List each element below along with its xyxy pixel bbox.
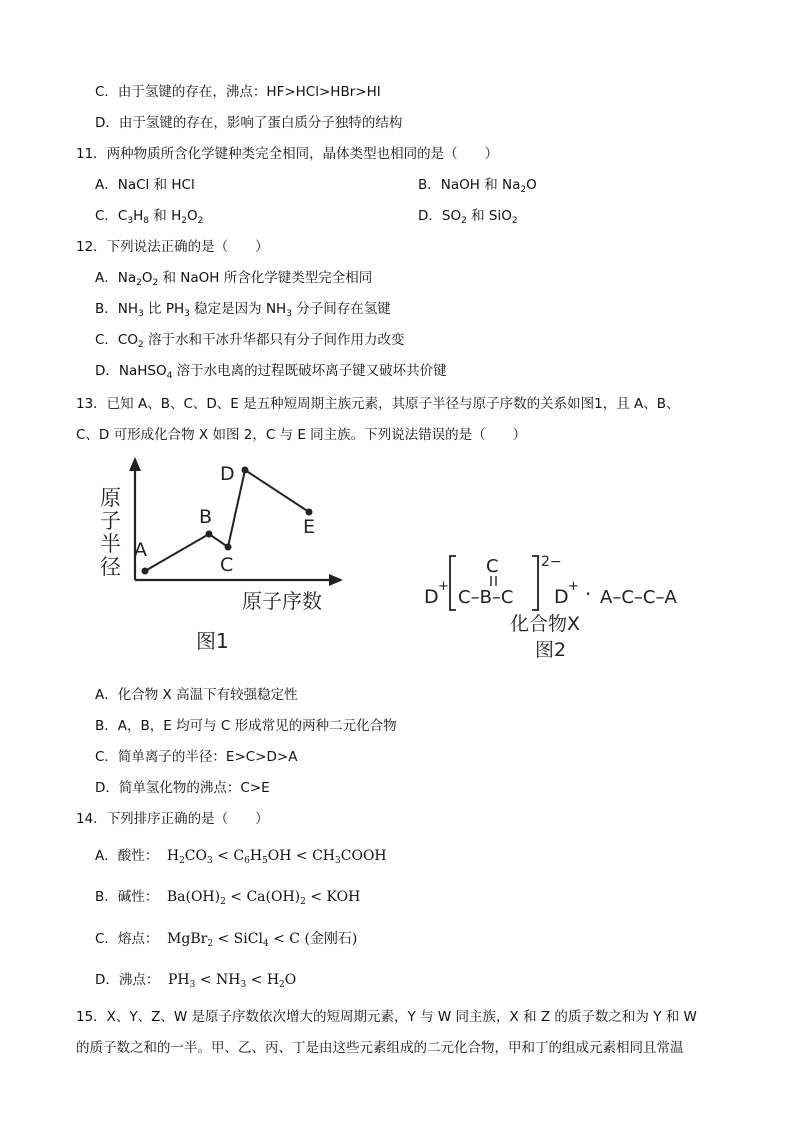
y-label-char: 子 xyxy=(100,509,121,533)
q13-option-a: A．化合物 X 高温下有较强稳定性 xyxy=(95,687,298,703)
q12-option-a: A．$Na_2O_2$ 和 NaOH 所含化学键类型完全相同 xyxy=(95,270,373,288)
left-bracket xyxy=(450,556,456,610)
plus-sign-right: + xyxy=(568,579,579,594)
q11-option-a: A．NaCl 和 HCl xyxy=(95,177,195,193)
q10-option-c: C．由于氢键的存在，沸点：HF>HCl>HBr>HI xyxy=(95,84,381,100)
point-e xyxy=(306,509,313,516)
anion-chain: C–B–C xyxy=(458,587,514,608)
q14-stem: 14．下列排序正确的是（ ） xyxy=(76,811,269,827)
q13-option-c: C．简单离子的半径：E>C>D>A xyxy=(95,749,298,765)
q14-option-d: D．沸点： $PH_3 < NH_3 < H_2O$ xyxy=(95,972,297,990)
y-label-char: 半 xyxy=(100,532,121,556)
figure-1 xyxy=(95,455,355,655)
d-ion-left: D xyxy=(424,586,439,608)
label-b: B xyxy=(199,506,213,528)
q13-option-b: B．A，B，E 均可与 C 形成常见的两种二元化合物 xyxy=(95,718,397,734)
q15-stem-line1: 15．X、Y、Z、W 是原子序数依次增大的短周期元素，Y 与 W 同主族，X 和 Z 的质子数之和为 Y 和 W xyxy=(76,1009,697,1025)
label-c: C xyxy=(220,554,234,576)
q11-option-b: B．NaOH 和 $Na_2O$ xyxy=(418,177,537,195)
top-atom: C xyxy=(486,556,499,577)
y-axis-arrow xyxy=(129,457,141,471)
point-b xyxy=(206,531,213,538)
q11-option-d: D．$SO_2$ 和 SiO$_2$ xyxy=(418,208,518,226)
q13-stem-line2: C、D 可形成化合物 X 如图 2，C 与 E 同主族。下列说法错误的是（ ） xyxy=(76,427,527,443)
plus-sign-left: + xyxy=(438,579,449,594)
right-bracket xyxy=(532,556,538,610)
q12-option-c: C．$CO_2$ 溶于水和干冰升华都只有分子间作用力改变 xyxy=(95,332,405,350)
figure-2-caption: 图2 xyxy=(535,639,567,661)
q15-stem-line2: 的质子数之和的一半。甲、乙、丙、丁是由这些元素组成的二元化合物，甲和丁的组成元素相同且常温 xyxy=(76,1040,684,1056)
q12-option-d: D．NaHSO$_4$ 溶于水电离的过程既破坏离子键又破坏共价键 xyxy=(95,363,447,381)
q13-option-d: D．简单氢化物的沸点：C>E xyxy=(95,780,270,796)
y-label-char: 原 xyxy=(100,486,121,510)
point-c xyxy=(225,544,232,551)
anion-charge: 2− xyxy=(541,554,562,570)
q14-option-b: B．碱性： $Ba(OH)_2 < Ca(OH)_2$ < KOH xyxy=(95,889,361,907)
d-ion-right: D xyxy=(554,586,569,608)
point-a xyxy=(142,568,149,575)
label-e: E xyxy=(303,516,316,538)
x-axis-arrow xyxy=(329,574,343,586)
label-a: A xyxy=(134,539,147,561)
neutral-chain: A–C–C–A xyxy=(600,587,677,608)
q11-option-c: C．$C_3H_8$ 和 $H_2O_2$ xyxy=(95,208,204,226)
point-d xyxy=(242,467,249,474)
y-label-char: 径 xyxy=(100,555,121,579)
compound-name: 化合物X xyxy=(510,613,581,635)
figure-2 xyxy=(420,548,710,663)
dot-separator: · xyxy=(585,582,592,606)
q14-option-a: A．酸性： $H_2CO_3 < C_6H_5OH$ < $CH_3COOH$ xyxy=(95,848,387,866)
q12-option-b: B．$NH_3$ 比 $PH_3$ 稳定是因为 $NH_3$ 分子间存在氢键 xyxy=(95,301,391,319)
label-d: D xyxy=(220,463,235,485)
q14-option-c: C．熔点： MgBr$_2$ < SiCl$_4$ < C (金刚石) xyxy=(95,931,358,949)
q12-stem: 12．下列说法正确的是（ ） xyxy=(76,239,269,255)
x-label: 原子序数 xyxy=(242,589,322,613)
q10-option-d: D．由于氢键的存在，影响了蛋白质分子独特的结构 xyxy=(95,115,403,131)
q11-stem: 11．两种物质所含化学键种类完全相同，晶体类型也相同的是（ ） xyxy=(76,146,499,162)
figure-1-caption: 图1 xyxy=(196,629,229,653)
q13-stem-line1: 13．已知 A、B、C、D、E 是五种短周期主族元素，其原子半径与原子序数的关系如图1，且 A、B、 xyxy=(76,396,680,412)
